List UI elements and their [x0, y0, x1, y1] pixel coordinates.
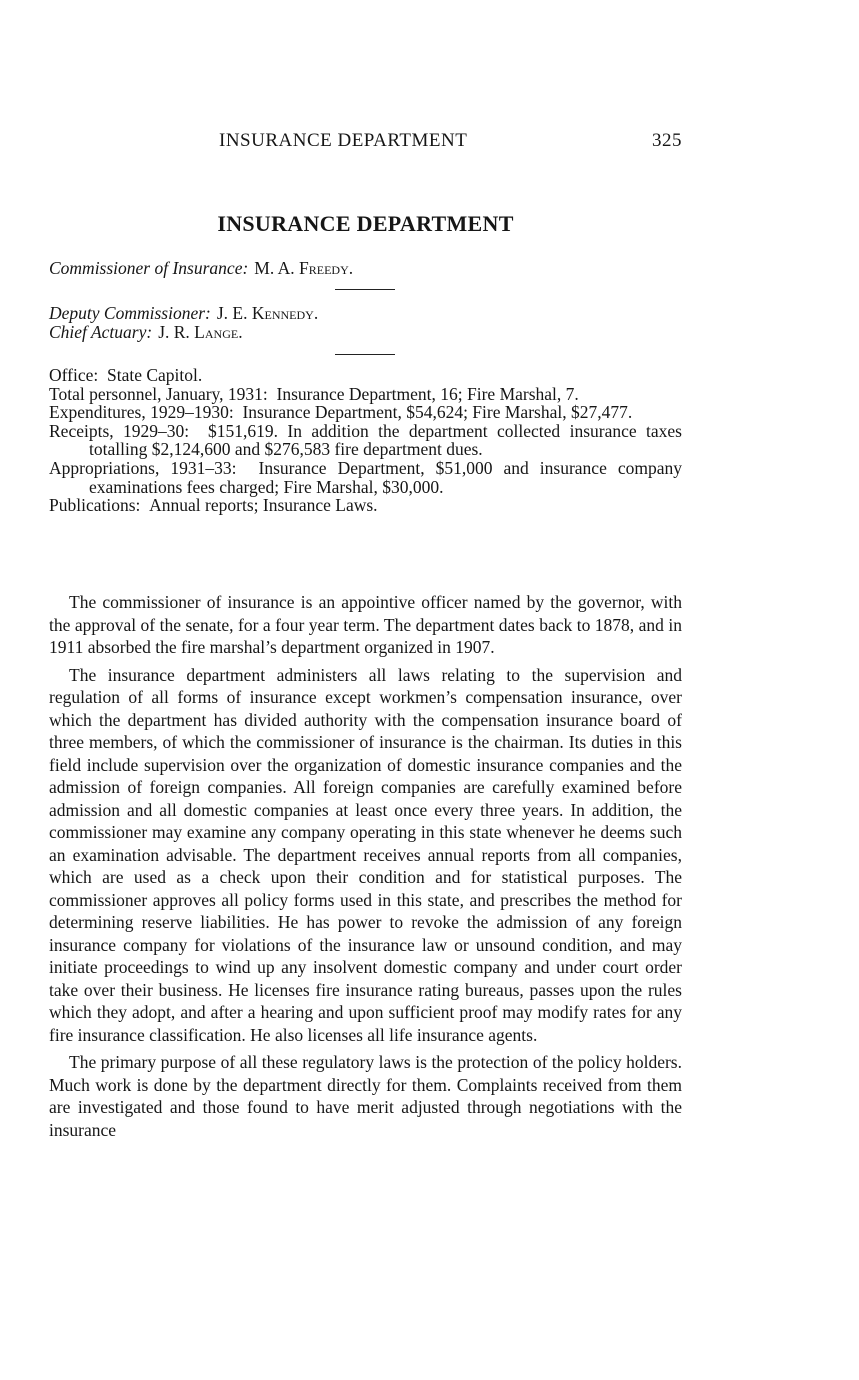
officer-role: Deputy Commissioner: — [49, 303, 211, 323]
department-title: INSURANCE DEPARTMENT — [217, 211, 514, 236]
running-head — [49, 130, 682, 156]
fact-text: Insurance Department, $51,000 and insurance company examinations fees charged; Fire Marshal, $30,000. — [89, 457, 683, 497]
officer-chief-actuary — [49, 322, 243, 342]
page-number: 325 — [652, 130, 682, 151]
officer-deputy-commissioner — [49, 303, 318, 323]
fact-label: Publications: — [49, 495, 141, 516]
paragraph: The primary purpose of all these regulatory laws is the protection of the policy holders. Much work is done by the department directly for them. Complaints received from them are investigated and those found to have merit adjusted through negotiations with the insurance — [49, 1052, 682, 1140]
fact-personnel — [49, 385, 682, 404]
fact-text: Insurance Department, $54,624; Fire Marshal, $27,477. — [242, 402, 633, 423]
body-text — [49, 591, 682, 1146]
officer-commissioner — [49, 258, 353, 278]
fact-text: Annual reports; Insurance Laws. — [149, 495, 378, 516]
running-head-title: INSURANCE DEPARTMENT — [219, 130, 468, 151]
officer-name: M. A. Freedy. — [254, 258, 354, 278]
fact-label: Receipts, 1929–30: — [49, 420, 190, 441]
department-facts — [49, 366, 682, 515]
officer-name: J. R. Lange. — [158, 322, 243, 342]
divider-rule — [335, 354, 395, 355]
officer-role: Commissioner of Insurance: — [49, 258, 249, 278]
fact-label: Office: — [49, 365, 99, 385]
officer-role: Chief Actuary: — [49, 322, 153, 342]
fact-label: Appropriations, 1931–33: — [49, 457, 237, 478]
fact-expenditures — [49, 403, 682, 422]
fact-appropriations — [49, 459, 682, 496]
fact-text: $151,619. In addition the department collected insurance taxes totalling $2,124,600 and $276,583 fire department dues. — [89, 420, 682, 460]
fact-text: Insurance Department, 16; Fire Marshal, 7. — [276, 383, 579, 404]
fact-office — [49, 366, 682, 385]
fact-label: Expenditures, 1929–1930: — [49, 402, 234, 423]
fact-receipts — [49, 422, 682, 459]
divider-rule — [335, 289, 395, 290]
paragraph: The insurance department administers all laws relating to the supervision and regulation of all forms of insurance except workmen’s compensation insurance, over which the department has divided authority with the compensation insurance board of three members, of which the commissioner of insurance is the chairman. Its duties in this field include supervision over the organization of domestic insurance companies and the admission of foreign companies. All foreign companies are carefully examined before admission and all domestic companies at least once every three years. In addition, the commissioner may examine any company operating in this state whenever he deems such an examination advisable. The department receives annual reports from all companies, which are used as a check upon their condition and for statistical purposes. The commissioner approves all policy forms used in this state, and prescribes the method for determining reserve liabilities. He has power to revoke the admission of any foreign insurance company for violations of the insurance law or unsound condition, and may initiate proceedings to wind up any insolvent domestic company and under court order take over their business. He licenses fire insurance rating bureaus, passes upon the rules which they adopt, and after a hearing and upon sufficient proof may modify rates for any fire insurance classification. He also licenses all life insurance agents. — [49, 664, 682, 1045]
fact-publications — [49, 496, 682, 515]
officer-name: J. E. Kennedy. — [216, 303, 319, 323]
fact-label: Total personnel, January, 1931: — [49, 383, 268, 404]
paragraph: The commissioner of insurance is an appointive officer named by the governor, with the approval of the senate, for a four year term. The department dates back to 1878, and in 1911 absorbed the fire marshal’s department organized in 1907. — [49, 592, 682, 657]
fact-text: State Capitol. — [107, 365, 203, 385]
